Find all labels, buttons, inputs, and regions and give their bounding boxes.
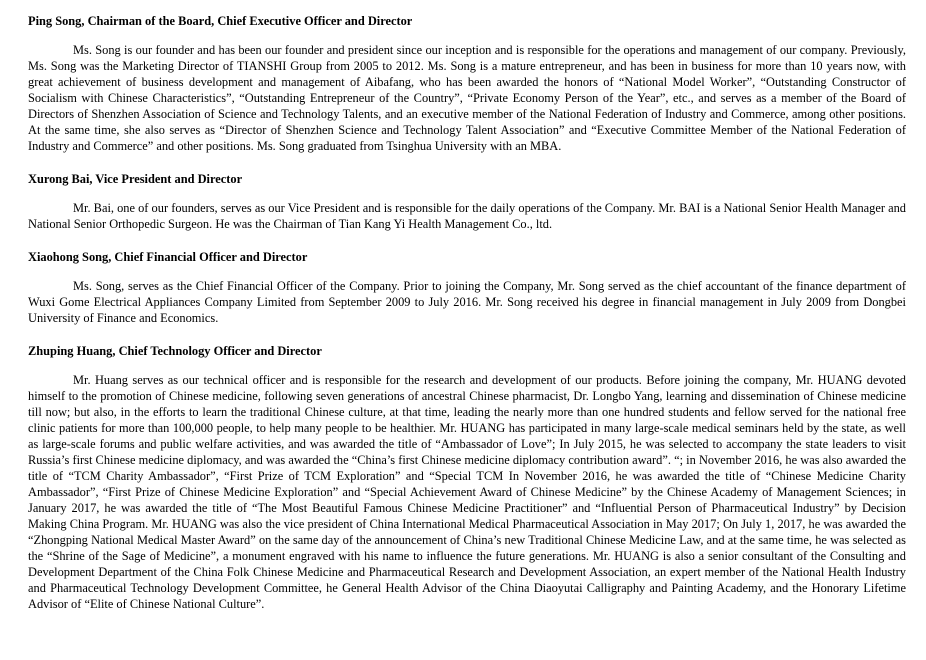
- bio-paragraph-zhuping-huang: Mr. Huang serves as our technical officer and is responsible for the research and development of our products. Before joining the company, Mr. HUANG devoted himself to the promotion of Chinese medicine, following seven generations of ancestral Chinese pharmacist, Dr. Longbo Yang, learning and dissemination of Chinese medicine till now; but also, in the efforts to learn the traditional Chinese culture, at that time, leading the nearly more than one hundred students and fellow served for the national free clinic patients for more than 100,000 people, to help many people to be healthier. Mr. HUANG has participated in many large-scale medical seminars held by the state, as well as large-scale forums and public welfare activities, and was awarded the title of “Ambassador of Love”; In July 2015, he was selected to accompany the state leaders to visit Russia’s first Chinese medicine diplomacy, and was awarded the “China’s first Chinese medicine diplomacy contribution award”. “; in November 2016, he was also awarded the title of “TCM Charity Ambassador”, “First Prize of TCM Exploration” and “Special TCM In November 2016, he was awarded the title of “Chinese Medicine Charity Ambassador”, “First Prize of Chinese Medicine Exploration” and “Special Achievement Award of Chinese Medicine” by the Chinese Academy of Management Sciences; in January 2017, he was awarded the title of “The Most Beautiful Famous Chinese Medicine Practitioner” and “Influential Person of Pharmaceutical Industry” by Decision Making China Program. Mr. HUANG was also the vice president of China International Medical Pharmaceutical Association in May 2017; On July 1, 2017, he was awarded the “Zhongping National Medical Master Award” on the same day of the announcement of China’s new Traditional Chinese Medicine Law, and at the same time, he was selected as the “Shrine of the Sage of Medicine”, a monument engraved with his name to influence the future generations. Mr. HUANG is also a senior consultant of the Consulting and Development Department of the China Folk Chinese Medicine and Pharmaceutical Research and Development Association, an expert member of the National Health Industry and Pharmaceutical Technology Development Committee, he General Health Advisor of the China Diaoyutai Calligraphy and Painting Academy, and the Honorary Lifetime Advisor of “Elite of Chinese National Culture”.: [28, 373, 906, 611]
- bio-paragraph-xiaohong-song: Ms. Song, serves as the Chief Financial Officer of the Company. Prior to joining the Company, Mr. Song served as the chief accountant of the finance department of Wuxi Gome Electrical Appliances Company Limited from September 2009 to July 2016. Mr. Song received his degree in financial management in July 2009 from Dongbei University of Finance and Economics.: [28, 279, 906, 325]
- section-heading-xurong-bai: Xurong Bai, Vice President and Director: [28, 172, 243, 186]
- section-heading-ping-song: Ping Song, Chairman of the Board, Chief Executive Officer and Director: [28, 14, 413, 28]
- bio-paragraph-xurong-bai: Mr. Bai, one of our founders, serves as our Vice President and is responsible for the daily operations of the Company. Mr. BAI is a National Senior Health Manager and National Senior Orthopedic Surgeon. He was the Chairman of Tian Kang Yi Health Management Co., ltd.: [28, 201, 906, 231]
- bio-paragraph-ping-song: Ms. Song is our founder and has been our founder and president since our inception and is responsible for the operations and management of our company. Previously, Ms. Song was the Marketing Director of TIANSHI Group from 2005 to 2012. Ms. Song is a mature entrepreneur, and has been in business for more than 10 years now, with great achievement of business development and management of Aibafang, who has been awarded the honors of “National Model Worker”, “Outstanding Constructor of Socialism with Chinese Characteristics”, “Outstanding Entrepreneur of the Country”, “Private Economy Person of the Year”, etc., and serves as a member of the Board of Directors of Shenzhen Association of Science and Technology Talents, and an executive member of the National Federation of Industry and Commerce, among other positions. At the same time, she also serves as “Director of Shenzhen Science and Technology Talent Association” and “Executive Committee Member of the National Federation of Industry and Commerce” and other positions. Ms. Song graduated from Tsinghua University with an MBA.: [28, 43, 906, 153]
- section-heading-zhuping-huang: Zhuping Huang, Chief Technology Officer and Director: [28, 344, 322, 358]
- section-heading-xiaohong-song: Xiaohong Song, Chief Financial Officer and Director: [28, 250, 308, 264]
